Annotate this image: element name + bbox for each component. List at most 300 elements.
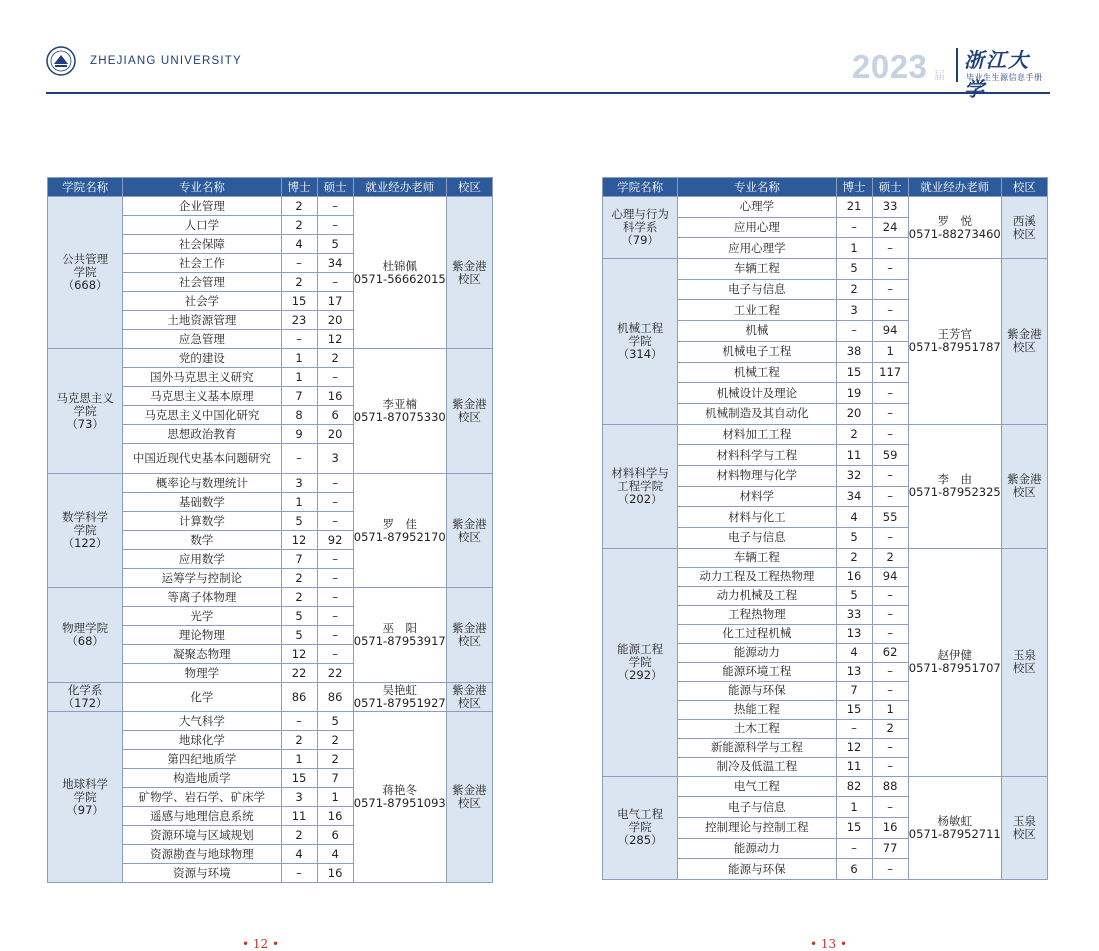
master-count: –	[872, 486, 908, 507]
master-count: –	[317, 368, 353, 387]
phd-count: 2	[836, 548, 872, 567]
college-name-line: 数学科学	[62, 510, 109, 524]
column-header: 硕士	[872, 178, 908, 197]
phd-count: 5	[281, 626, 317, 645]
major-name: 土木工程	[678, 719, 836, 738]
master-count: –	[872, 757, 908, 776]
college-name-line: （292）	[617, 667, 663, 682]
major-name: 能源动力	[678, 838, 836, 859]
master-count: 16	[317, 864, 353, 883]
major-name: 材料加工工程	[678, 424, 836, 445]
campus-line: 紫金港	[1007, 327, 1042, 342]
campus	[446, 349, 492, 474]
employment-advisor	[353, 197, 446, 349]
phd-count: 1	[836, 797, 872, 818]
phd-count: 12	[836, 738, 872, 757]
master-count: 92	[317, 531, 353, 550]
column-header: 博士	[836, 178, 872, 197]
major-name: 理论物理	[123, 626, 281, 645]
master-count: 2	[872, 719, 908, 738]
phd-count: 5	[836, 586, 872, 605]
college-name-line: 学院	[73, 265, 97, 279]
phd-count: 11	[836, 445, 872, 466]
employment-advisor	[353, 712, 446, 883]
master-count: 2	[317, 349, 353, 368]
phd-count: 38	[836, 341, 872, 362]
phd-count: –	[836, 838, 872, 859]
table-row	[48, 712, 493, 731]
major-name: 热能工程	[678, 700, 836, 719]
phd-count: 13	[836, 662, 872, 681]
college-name-line: 学院	[628, 820, 652, 835]
campus-line: 校区	[457, 696, 481, 710]
phd-count: –	[281, 330, 317, 349]
major-name: 车辆工程	[678, 259, 836, 280]
master-count: –	[872, 624, 908, 643]
phd-count: 3	[836, 300, 872, 321]
master-count: –	[317, 474, 353, 493]
brand-logo-text: 浙江大学	[964, 48, 1030, 101]
advisor-name: 罗 佳	[382, 516, 417, 531]
major-name: 马克思主义基本原理	[123, 387, 281, 406]
major-name: 应急管理	[123, 330, 281, 349]
master-count: –	[872, 797, 908, 818]
master-count: 34	[317, 254, 353, 273]
employment-advisor	[353, 588, 446, 683]
campus-line: 校区	[1012, 340, 1036, 355]
major-name: 机械	[678, 321, 836, 342]
college-name-line: （202）	[617, 491, 663, 506]
campus	[446, 197, 492, 349]
master-count: 77	[872, 838, 908, 859]
master-count: –	[317, 216, 353, 235]
master-count: 6	[317, 826, 353, 845]
college-name-line: （68）	[66, 634, 104, 648]
major-name: 应用心理	[678, 217, 836, 238]
column-header: 校区	[446, 178, 492, 197]
college-name-line: 机械工程	[617, 320, 664, 335]
campus	[1001, 259, 1047, 425]
major-name: 电子与信息	[678, 279, 836, 300]
major-name: 土地资源管理	[123, 311, 281, 330]
major-name: 动力机械及工程	[678, 586, 836, 605]
major-name: 社会工作	[123, 254, 281, 273]
major-name: 应用数学	[123, 550, 281, 569]
college-name	[603, 424, 678, 548]
college-name-line: 材料科学与	[611, 465, 669, 480]
campus	[1001, 197, 1047, 259]
page-number-right: • 13 •	[810, 937, 848, 951]
university-name-en: ZHEJIANG UNIVERSITY	[90, 55, 242, 67]
college-name-line: （668）	[62, 278, 108, 292]
phd-count: 16	[836, 567, 872, 586]
phd-count: 4	[836, 643, 872, 662]
master-count: –	[872, 586, 908, 605]
campus-line: 紫金港	[452, 621, 487, 635]
master-count: –	[872, 681, 908, 700]
major-name: 电子与信息	[678, 528, 836, 549]
phd-count: 34	[836, 486, 872, 507]
campus-line: 紫金港	[452, 516, 487, 531]
column-header: 学院名称	[48, 178, 123, 197]
phd-count: 7	[281, 550, 317, 569]
master-count: 88	[872, 776, 908, 797]
college-name-line: 物理学院	[62, 621, 109, 635]
master-count: –	[872, 300, 908, 321]
major-name: 构造地质学	[123, 769, 281, 788]
master-count: –	[872, 859, 908, 880]
phd-count: 2	[281, 569, 317, 588]
phd-count: 33	[836, 605, 872, 624]
phd-count: 15	[836, 700, 872, 719]
major-name: 资源与环境	[123, 864, 281, 883]
phd-count: 2	[281, 273, 317, 292]
college-name-line: 学院	[73, 403, 97, 418]
major-name: 材料科学与工程	[678, 445, 836, 466]
master-count: 62	[872, 643, 908, 662]
phd-count: 1	[836, 238, 872, 259]
phd-count: 15	[281, 292, 317, 311]
major-name: 概率论与数理统计	[123, 474, 281, 493]
phd-count: –	[836, 217, 872, 238]
campus	[446, 588, 492, 683]
major-name: 国外马克思主义研究	[123, 368, 281, 387]
university-emblem-icon	[46, 46, 76, 76]
advisor-name: 蒋艳冬	[382, 783, 417, 797]
major-name: 运筹学与控制论	[123, 569, 281, 588]
page-number-right-value: 13	[820, 937, 837, 951]
master-count: –	[317, 493, 353, 512]
phd-count: 6	[836, 859, 872, 880]
major-name: 物理学	[123, 664, 281, 683]
phd-count: 2	[281, 731, 317, 750]
master-count: –	[872, 605, 908, 624]
table-row	[603, 424, 1048, 445]
advisor-phone: 0571-88273460	[908, 226, 1001, 241]
column-header: 硕士	[317, 178, 353, 197]
master-count: 20	[317, 425, 353, 444]
master-count: –	[872, 279, 908, 300]
advisor-name: 赵伊健	[937, 648, 972, 663]
master-count: 16	[317, 387, 353, 406]
master-count: –	[317, 645, 353, 664]
campus-line: 校区	[457, 271, 481, 286]
table-row	[48, 197, 493, 216]
campus-line: 校区	[1012, 485, 1036, 500]
phd-count: 3	[281, 474, 317, 493]
advisor-phone: 0571-87951787	[908, 340, 1001, 355]
major-name: 机械工程	[678, 362, 836, 383]
master-count: –	[317, 273, 353, 292]
major-name: 材料物理与化学	[678, 465, 836, 486]
column-header: 就业经办老师	[908, 178, 1001, 197]
major-name: 基础数学	[123, 493, 281, 512]
campus	[446, 474, 492, 588]
master-count: 1	[872, 700, 908, 719]
major-name: 工业工程	[678, 300, 836, 321]
phd-count: 9	[281, 425, 317, 444]
college-name	[603, 259, 678, 425]
major-name: 机械设计及理论	[678, 383, 836, 404]
advisor-name: 杜锦佩	[382, 258, 417, 273]
master-count: 2	[317, 731, 353, 750]
column-header: 就业经办老师	[353, 178, 446, 197]
advisor-name: 李亚楠	[382, 397, 417, 411]
phd-count: 82	[836, 776, 872, 797]
campus-line: 校区	[1012, 661, 1036, 676]
major-name: 计算数学	[123, 512, 281, 531]
master-count: 117	[872, 362, 908, 383]
campus-line: 紫金港	[452, 397, 487, 411]
college-name-line: 公共管理	[62, 252, 109, 266]
college-name-line: 工程学院	[617, 478, 664, 493]
master-count: 16	[872, 818, 908, 839]
left-major-table	[47, 177, 493, 883]
master-count: 20	[317, 311, 353, 330]
campus	[1001, 548, 1047, 776]
major-name: 光学	[123, 607, 281, 626]
advisor-name: 罗 悦	[937, 213, 972, 228]
major-name: 社会保障	[123, 235, 281, 254]
master-count: –	[872, 259, 908, 280]
phd-count: 1	[281, 750, 317, 769]
major-name: 车辆工程	[678, 548, 836, 567]
campus	[1001, 424, 1047, 548]
campus-line: 校区	[1012, 226, 1036, 241]
master-count: 86	[317, 683, 353, 712]
column-header: 博士	[281, 178, 317, 197]
master-count: –	[872, 662, 908, 681]
master-count: 5	[317, 712, 353, 731]
table-row	[603, 548, 1048, 567]
master-count: 12	[317, 330, 353, 349]
phd-count: 11	[281, 807, 317, 826]
major-name: 能源环境工程	[678, 662, 836, 681]
employment-advisor	[353, 349, 446, 474]
phd-count: 20	[836, 403, 872, 424]
page-header	[46, 40, 1050, 101]
campus-line: 紫金港	[1007, 472, 1042, 487]
employment-advisor	[353, 474, 446, 588]
major-name: 控制理论与控制工程	[678, 818, 836, 839]
master-count: 6	[317, 406, 353, 425]
advisor-phone: 0571-87952170	[353, 529, 446, 544]
master-count: 94	[872, 567, 908, 586]
phd-count: 23	[281, 311, 317, 330]
college-name	[48, 474, 123, 588]
table-row	[48, 588, 493, 607]
phd-count: 11	[836, 757, 872, 776]
table-row	[48, 683, 493, 712]
phd-count: 12	[281, 645, 317, 664]
phd-count: 7	[836, 681, 872, 700]
master-count: –	[317, 607, 353, 626]
master-count: –	[317, 569, 353, 588]
column-header: 学院名称	[603, 178, 678, 197]
major-name: 遥感与地理信息系统	[123, 807, 281, 826]
college-name-line: 学院	[628, 333, 652, 348]
major-name: 工程热物理	[678, 605, 836, 624]
major-name: 社会管理	[123, 273, 281, 292]
major-name: 材料与化工	[678, 507, 836, 528]
table-header-row	[48, 178, 493, 197]
master-count: –	[317, 588, 353, 607]
college-name-line: （79）	[621, 233, 659, 248]
phd-count: 2	[836, 424, 872, 445]
phd-count: 22	[281, 664, 317, 683]
campus-line: 紫金港	[452, 783, 487, 797]
college-name	[48, 197, 123, 349]
college-name-line: （285）	[617, 833, 663, 848]
master-count: 17	[317, 292, 353, 311]
college-name	[48, 588, 123, 683]
campus-line: 校区	[457, 796, 481, 810]
phd-count: 3	[281, 788, 317, 807]
master-count: 1	[872, 341, 908, 362]
advisor-name: 巫 阳	[382, 621, 417, 635]
master-count: –	[317, 550, 353, 569]
phd-count: 4	[281, 845, 317, 864]
college-name-line: 地球科学	[62, 776, 109, 791]
major-name: 社会学	[123, 292, 281, 311]
major-name: 企业管理	[123, 197, 281, 216]
handbook-title: 毕业生生源信息手册	[966, 73, 1043, 82]
college-name-line: 马克思主义	[56, 390, 114, 405]
phd-count: –	[281, 864, 317, 883]
column-header: 校区	[1001, 178, 1047, 197]
page-number-left-value: 12	[252, 937, 269, 951]
college-name-line: 化学系	[67, 683, 103, 697]
master-count: –	[872, 383, 908, 404]
college-name-line: （97）	[66, 802, 104, 817]
major-name: 大气科学	[123, 712, 281, 731]
phd-count: 15	[836, 362, 872, 383]
phd-count: 15	[836, 818, 872, 839]
major-name: 机械制造及其自动化	[678, 403, 836, 424]
college-name	[48, 712, 123, 883]
campus	[1001, 776, 1047, 879]
master-count: –	[872, 424, 908, 445]
major-name: 电子与信息	[678, 797, 836, 818]
phd-count: 86	[281, 683, 317, 712]
year-label: 2023	[852, 48, 928, 85]
campus	[446, 712, 492, 883]
major-name: 等离子体物理	[123, 588, 281, 607]
advisor-name: 杨敏虹	[937, 813, 972, 828]
college-name	[48, 349, 123, 474]
campus	[446, 683, 492, 712]
master-count: 24	[872, 217, 908, 238]
master-count: 3	[317, 444, 353, 474]
phd-count: 4	[836, 507, 872, 528]
phd-count: 13	[836, 624, 872, 643]
employment-advisor	[908, 776, 1001, 879]
campus-line: 紫金港	[452, 683, 487, 697]
major-name: 能源与环保	[678, 681, 836, 700]
table-row	[603, 197, 1048, 218]
phd-count: 19	[836, 383, 872, 404]
phd-count: 8	[281, 406, 317, 425]
advisor-phone: 0571-87953917	[353, 634, 446, 648]
college-name-line: 能源工程	[617, 641, 664, 656]
major-name: 能源动力	[678, 643, 836, 662]
college-name	[603, 197, 678, 259]
college-name-line: （314）	[617, 346, 663, 361]
employment-advisor	[908, 259, 1001, 425]
phd-count: 2	[281, 588, 317, 607]
advisor-name: 吴艳虹	[382, 683, 417, 697]
major-name: 能源与环保	[678, 859, 836, 880]
phd-count: 2	[281, 197, 317, 216]
major-name: 化工过程机械	[678, 624, 836, 643]
phd-count: 2	[836, 279, 872, 300]
major-name: 地球化学	[123, 731, 281, 750]
major-name: 制冷及低温工程	[678, 757, 836, 776]
major-name: 应用心理学	[678, 238, 836, 259]
employment-advisor	[908, 424, 1001, 548]
phd-count: –	[836, 719, 872, 738]
phd-count: 15	[281, 769, 317, 788]
college-name	[603, 776, 678, 879]
major-name: 动力工程及工程热物理	[678, 567, 836, 586]
master-count: 2	[317, 750, 353, 769]
college-name-line: 心理与行为	[611, 207, 669, 222]
phd-count: 2	[281, 826, 317, 845]
page-number-left: • 12 •	[242, 937, 280, 951]
advisor-phone: 0571-87951093	[353, 796, 446, 810]
major-name: 马克思主义中国化研究	[123, 406, 281, 425]
advisor-phone: 0571-87075330	[353, 410, 446, 424]
master-count: 55	[872, 507, 908, 528]
college-name-line: 学院	[628, 654, 652, 669]
college-name-line: （172）	[62, 696, 108, 710]
phd-count: 4	[281, 235, 317, 254]
advisor-phone: 0571-56662015	[353, 271, 446, 286]
phd-count: 5	[836, 259, 872, 280]
table-row	[48, 474, 493, 493]
college-name	[603, 548, 678, 776]
phd-count: 7	[281, 387, 317, 406]
major-name: 资源勘查与地球物理	[123, 845, 281, 864]
master-count: –	[872, 403, 908, 424]
brand-divider	[956, 48, 958, 82]
major-name: 人口学	[123, 216, 281, 235]
master-count: 4	[317, 845, 353, 864]
advisor-phone: 0571-87952325	[908, 485, 1001, 500]
major-name: 化学	[123, 683, 281, 712]
college-name-line: 学院	[73, 523, 97, 537]
employment-advisor	[908, 548, 1001, 776]
advisor-name: 李 由	[937, 472, 972, 487]
phd-count: 5	[281, 607, 317, 626]
master-count: 59	[872, 445, 908, 466]
advisor-phone: 0571-87951707	[908, 661, 1001, 676]
phd-count: 21	[836, 197, 872, 218]
table-row	[48, 349, 493, 368]
employment-advisor	[353, 683, 446, 712]
phd-count: 2	[281, 216, 317, 235]
campus-line: 玉泉	[1012, 813, 1036, 828]
master-count: 16	[317, 807, 353, 826]
master-count: –	[872, 465, 908, 486]
table-header-row	[603, 178, 1048, 197]
right-major-table	[602, 177, 1048, 880]
major-name: 凝聚态物理	[123, 645, 281, 664]
college-name-line: （73）	[66, 416, 104, 431]
college-name-line: 科学系	[622, 220, 658, 235]
campus-line: 校区	[457, 410, 481, 424]
master-count: –	[872, 238, 908, 259]
